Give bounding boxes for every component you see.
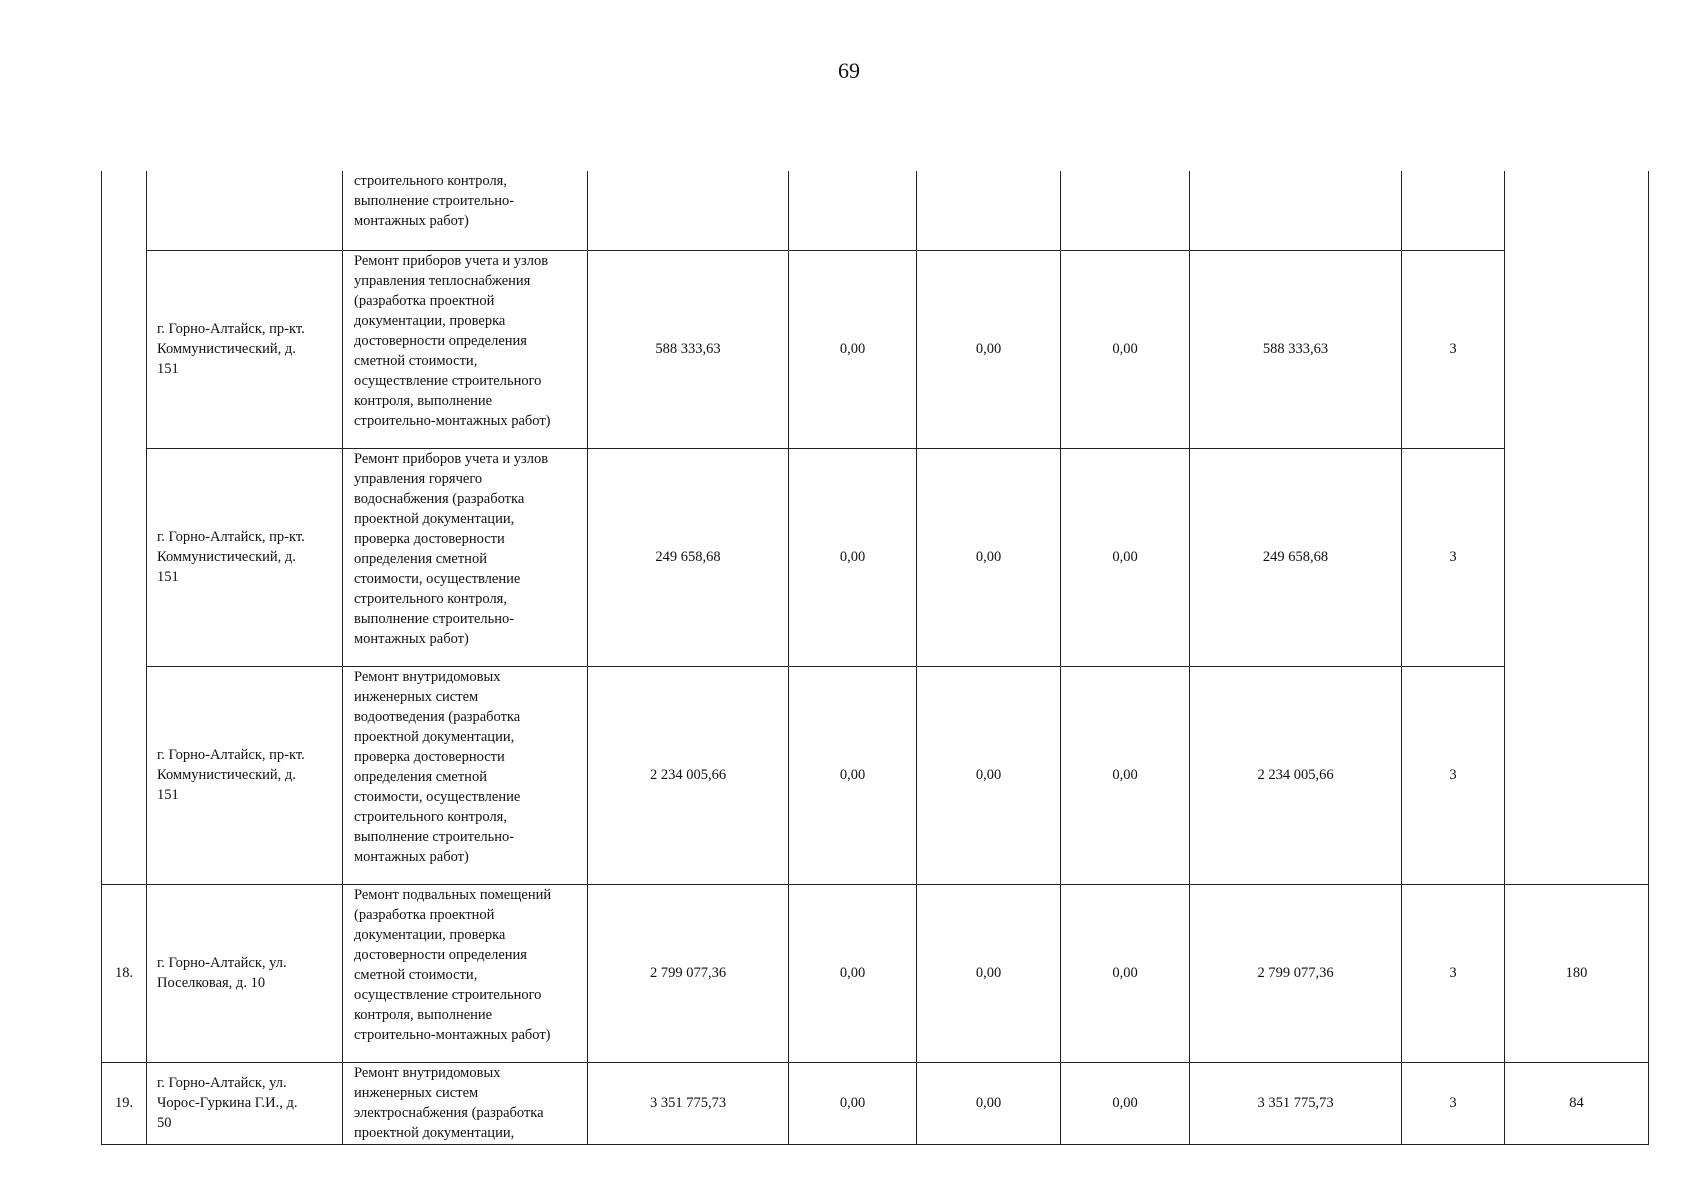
year-cell	[1402, 884, 1505, 1062]
cost-b-cell	[917, 250, 1061, 448]
works-table	[101, 171, 1649, 1145]
year: 3	[1449, 549, 1457, 565]
cost-d: 588 333,63	[1262, 341, 1329, 357]
address-cell	[147, 666, 343, 884]
last-column-value: 84	[1569, 1095, 1584, 1111]
work-description: Ремонт внутридомовых инженерных систем водоотведения (разработка проектной документации, проверка достоверности определения сметной стоимости, осуществление строительного контроля, выполнение строительно- монтажных работ)	[354, 668, 521, 865]
row-number-cell	[102, 884, 147, 1062]
cost-c: 0,00	[1112, 341, 1138, 357]
address-cell	[147, 250, 343, 448]
cost-d-cell	[1190, 1062, 1402, 1144]
work-description-cell	[343, 448, 588, 666]
work-description: Ремонт подвальных помещений (разработка проектной документации, проверка достоверности определения сметной стоимости, осуществление строительного контроля, выполнение строительно-монтажных работ)	[354, 886, 552, 1043]
cost-total: 2 234 005,66	[649, 767, 727, 783]
cost-c: 0,00	[1112, 965, 1138, 981]
cost-total-cell	[588, 171, 789, 250]
year: 3	[1449, 1095, 1457, 1111]
cost-c: 0,00	[1112, 1095, 1138, 1111]
cost-c-cell	[1061, 171, 1190, 250]
row-number-cell	[102, 1062, 147, 1144]
cost-d: 2 799 077,36	[1257, 965, 1334, 981]
cost-b-cell	[917, 1062, 1061, 1144]
row-number: 19.	[114, 1095, 134, 1111]
year-cell	[1402, 1062, 1505, 1144]
cost-b: 0,00	[975, 767, 1002, 783]
cost-a: 0,00	[839, 965, 866, 981]
cost-d-cell	[1190, 666, 1402, 884]
year-cell	[1402, 448, 1505, 666]
cost-b: 0,00	[975, 549, 1002, 565]
table-row	[102, 448, 1649, 666]
cost-total: 2 799 077,36	[649, 965, 727, 981]
cost-a-cell	[789, 666, 917, 884]
year-cell	[1402, 666, 1505, 884]
cost-d: 3 351 775,73	[1257, 1095, 1334, 1111]
last-column-cell	[1505, 884, 1649, 1062]
cost-total-cell	[588, 666, 789, 884]
address-cell	[147, 884, 343, 1062]
table-row	[102, 1062, 1649, 1144]
cost-total-cell	[588, 884, 789, 1062]
cost-a: 0,00	[839, 341, 866, 357]
cost-d: 2 234 005,66	[1257, 767, 1334, 783]
row-number-cell	[102, 171, 147, 884]
cost-b: 0,00	[975, 1095, 1002, 1111]
cost-a-cell	[789, 1062, 917, 1144]
work-description: Ремонт приборов учета и узлов управления горячего водоснабжения (разработка проектной документации, проверка достоверности определения сметной стоимости, осуществление строительного контроля, выполнение строительно- монтажных работ)	[354, 450, 549, 647]
cost-d-cell	[1190, 884, 1402, 1062]
cost-total: 588 333,63	[655, 341, 721, 357]
year: 3	[1449, 965, 1457, 981]
cost-c-cell	[1061, 1062, 1190, 1144]
last-column-cell	[1505, 171, 1649, 884]
cost-a: 0,00	[839, 1095, 866, 1111]
year: 3	[1449, 341, 1457, 357]
last-column-value: 180	[1565, 965, 1588, 981]
address-cell	[147, 171, 343, 250]
work-description: строительного контроля, выполнение строительно- монтажных работ)	[354, 173, 515, 229]
cost-total-cell	[588, 250, 789, 448]
cost-b: 0,00	[975, 965, 1002, 981]
cost-total-cell	[588, 448, 789, 666]
table-row	[102, 884, 1649, 1062]
address-cell	[147, 1062, 343, 1144]
cost-b-cell	[917, 448, 1061, 666]
page-number: 69	[838, 58, 860, 83]
last-column-cell	[1505, 1062, 1649, 1144]
cost-total: 249 658,68	[655, 549, 721, 565]
year-cell	[1402, 171, 1505, 250]
work-description-cell	[343, 884, 588, 1062]
cost-b-cell	[917, 666, 1061, 884]
address: г. Горно-Алтайск, пр-кт. Коммунистический, д. 151	[157, 321, 305, 377]
work-description-cell	[343, 250, 588, 448]
cost-c: 0,00	[1112, 767, 1138, 783]
table-row	[102, 666, 1649, 884]
work-description-cell	[343, 1062, 588, 1144]
year: 3	[1449, 767, 1457, 783]
cost-d-cell	[1190, 448, 1402, 666]
work-description-cell	[343, 666, 588, 884]
work-description: Ремонт внутридомовых инженерных систем электроснабжения (разработка проектной документации,	[354, 1064, 544, 1141]
table-row	[102, 171, 1649, 250]
work-description: Ремонт приборов учета и узлов управления теплоснабжения (разработка проектной документации, проверка достоверности определения сметной стоимости, осуществление строительного контроля, выполнение строительно-монтажных работ)	[354, 252, 551, 429]
cost-d-cell	[1190, 250, 1402, 448]
cost-c: 0,00	[1112, 549, 1138, 565]
cost-a-cell	[789, 884, 917, 1062]
cost-b: 0,00	[975, 341, 1002, 357]
cost-b-cell	[917, 171, 1061, 250]
cost-b-cell	[917, 884, 1061, 1062]
cost-d-cell	[1190, 171, 1402, 250]
work-description-cell	[343, 171, 588, 250]
cost-d: 249 658,68	[1262, 549, 1329, 565]
address: г. Горно-Алтайск, ул. Чорос-Гуркина Г.И., д. 50	[157, 1075, 298, 1131]
cost-c-cell	[1061, 250, 1190, 448]
cost-a-cell	[789, 171, 917, 250]
address: г. Горно-Алтайск, пр-кт. Коммунистический, д. 151	[157, 529, 305, 585]
address-cell	[147, 448, 343, 666]
address: г. Горно-Алтайск, пр-кт. Коммунистический, д. 151	[157, 747, 305, 803]
table-row	[102, 250, 1649, 448]
cost-c-cell	[1061, 666, 1190, 884]
cost-c-cell	[1061, 448, 1190, 666]
cost-total: 3 351 775,73	[649, 1095, 727, 1111]
row-number: 18.	[114, 965, 134, 981]
cost-c-cell	[1061, 884, 1190, 1062]
address: г. Горно-Алтайск, ул. Поселковая, д. 10	[157, 955, 287, 991]
cost-a-cell	[789, 250, 917, 448]
cost-a-cell	[789, 448, 917, 666]
cost-a: 0,00	[839, 767, 866, 783]
cost-total-cell	[588, 1062, 789, 1144]
year-cell	[1402, 250, 1505, 448]
cost-a: 0,00	[839, 549, 866, 565]
